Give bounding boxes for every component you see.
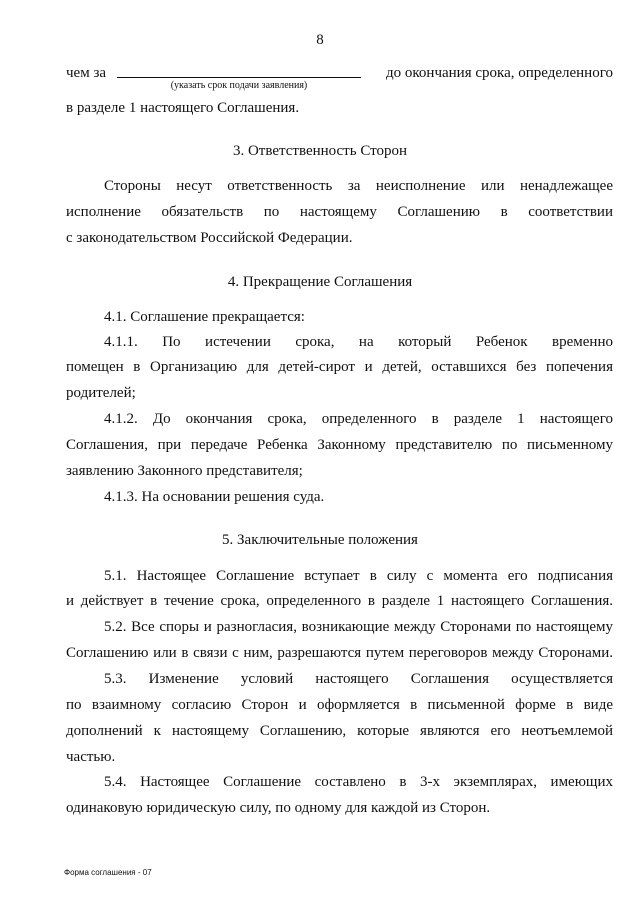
top-line-right-text: до окончания срока, определенного <box>386 65 613 81</box>
section-5-line: 5.2. Все споры и разногласия, возникающие между Сторонами по настоящему <box>104 619 613 635</box>
section-5-line: и действует в течение срока, определенного в разделе 1 настоящего Соглашения. <box>66 593 613 609</box>
section-3-line: исполнение обязательств по настоящему Соглашению в соответствии <box>66 204 613 220</box>
section-5-line: 5.3. Изменение условий настоящего Соглашения осуществляется <box>104 671 613 687</box>
section-4-line: заявлению Законного представителя; <box>66 463 303 479</box>
section-5-line: 5.1. Настоящее Соглашение вступает в силу с момента его подписания <box>104 568 613 584</box>
blank-field-underline <box>117 77 361 78</box>
section-4-line: 4.1.1. По истечении срока, на который Ребенок временно <box>104 334 613 350</box>
section-4-line: 4.1. Соглашение прекращается: <box>104 309 305 325</box>
top-line-left-text: чем за <box>66 65 107 81</box>
section-4-line: 4.1.2. До окончания срока, определенного в разделе 1 настоящего <box>104 411 613 427</box>
section-3-line: с законодательством Российской Федерации. <box>66 230 353 246</box>
section-4-line: Соглашения, при передаче Ребенка Законному представителю по письменному <box>66 437 613 453</box>
page-number: 8 <box>316 32 324 48</box>
section-4-line: помещен в Организацию для детей-сирот и детей, оставшихся без попечения <box>66 359 613 375</box>
section-5-line: по взаимному согласию Сторон и оформляется в письменной форме в виде <box>66 697 613 713</box>
section-3-line: Стороны несут ответственность за неисполнение или ненадлежащее <box>104 178 613 194</box>
section-4-line: 4.1.3. На основании решения суда. <box>104 489 325 505</box>
section-5-line: частью. <box>66 749 116 765</box>
section-5-heading: 5. Заключительные положения <box>222 532 418 548</box>
section-5-line: Соглашению или в связи с ним, разрешаются путем переговоров между Сторонами. <box>66 645 613 661</box>
section-5-line: дополнений к настоящему Соглашению, которые являются его неотъемлемой <box>66 723 613 739</box>
top-line-2: в разделе 1 настоящего Соглашения. <box>66 100 300 116</box>
section-4-heading: 4. Прекращение Соглашения <box>227 274 413 290</box>
form-footer: Форма соглашения - 07 <box>64 868 152 877</box>
section-5-line: 5.4. Настоящее Соглашение составлено в 3-х экземплярах, имеющих <box>104 774 613 790</box>
section-4-line: родителей; <box>66 385 136 401</box>
section-3-heading: 3. Ответственность Сторон <box>232 143 408 159</box>
blank-field-hint: (указать срок подачи заявления) <box>170 80 308 91</box>
section-5-line: одинаковую юридическую силу, по одному для каждой из Сторон. <box>66 800 491 816</box>
